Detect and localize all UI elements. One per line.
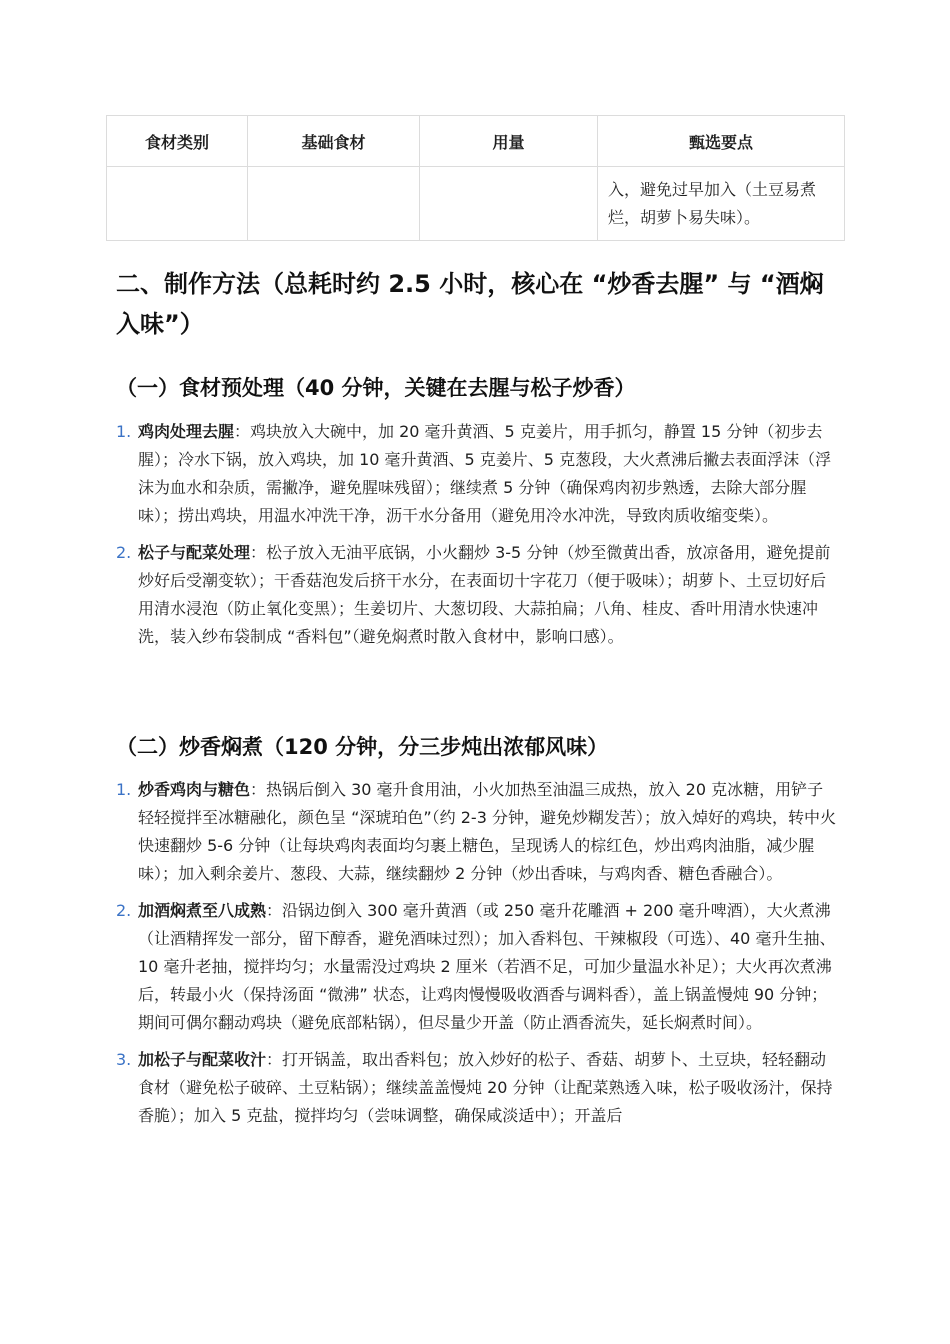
subsection-title-prep: （一）食材预处理（40 分钟，关键在去腥与松子炒香） — [116, 376, 636, 400]
table-header-row — [107, 116, 845, 167]
table-cell — [420, 167, 598, 241]
braise-steps-list — [116, 776, 838, 1130]
table-cell: 入，避免过早加入（土豆易煮烂，胡萝卜易失味）。 — [598, 167, 845, 241]
list-number: 1. — [116, 422, 132, 441]
list-number: 2. — [116, 901, 132, 920]
header-category: 食材类别 — [107, 116, 248, 167]
list-item — [116, 418, 838, 530]
subsection-title-braise: （二）炒香焖煮（120 分钟，分三步炖出浓郁风味） — [116, 735, 609, 759]
table-cell — [248, 167, 420, 241]
step-term: 松子与配菜处理 — [138, 543, 251, 562]
step-term: 加松子与配菜收汁 — [138, 1050, 267, 1069]
table-cell — [107, 167, 248, 241]
header-base-ingredient: 基础食材 — [248, 116, 420, 167]
prep-steps-list — [116, 418, 838, 651]
list-item — [116, 1046, 838, 1130]
list-item — [116, 776, 838, 888]
step-text: ：热锅后倒入 30 毫升食用油，小火加热至油温三成热，放入 20 克冰糖，用铲子轻轻搅拌至冰糖融化，颜色呈 “深琥珀色”（约 2-3 分钟，避免炒糊发苦）；放入焯好的鸡块，转中火快速翻炒 5-6 分钟（让每块鸡肉表面均匀裹上糖色，呈现诱人的棕红色，炒出鸡肉油脂，减少腥味）；加入剩余姜片、葱段、大蒜，继续翻炒 2 分钟（炒出香味，与鸡肉香、糖色香融合）。 — [138, 780, 836, 883]
header-amount: 用量 — [420, 116, 598, 167]
list-number: 1. — [116, 780, 132, 799]
step-text: ：打开锅盖，取出香料包；放入炒好的松子、香菇、胡萝卜、土豆块，轻轻翻动食材（避免松子破碎、土豆粘锅）；继续盖盖慢炖 20 分钟（让配菜熟透入味，松子吸收汤汁，保持香脆）；加入 5 克盐，搅拌均匀（尝味调整，确保咸淡适中）；开盖后 — [138, 1050, 833, 1125]
step-text: ：鸡块放入大碗中，加 20 毫升黄酒、5 克姜片，用手抓匀，静置 15 分钟（初步去腥）；冷水下锅，放入鸡块，加 10 毫升黄酒、5 克姜片、5 克葱段，大火煮沸后撇去表面浮沫（浮沫为血水和杂质，需撇净，避免腥味残留）；继续煮 5 分钟（确保鸡肉初步熟透，去除大部分腥味）；捞出鸡块，用温水冲洗干净，沥干水分备用（避免用冷水冲洗，导致肉质收缩变柴）。 — [138, 422, 832, 525]
list-number: 2. — [116, 543, 132, 562]
list-item — [116, 539, 838, 651]
list-number: 3. — [116, 1050, 132, 1069]
list-item — [116, 897, 838, 1037]
step-term: 加酒焖煮至八成熟 — [138, 901, 267, 920]
table-row — [107, 167, 845, 241]
section-title: 二、制作方法（总耗时约 2.5 小时，核心在 “炒香去腥” 与 “酒焖入味”） — [116, 270, 824, 338]
step-text: ：沿锅边倒入 300 毫升黄酒（或 250 毫升花雕酒 + 200 毫升啤酒），大火煮沸（让酒精挥发一部分，留下醇香，避免酒味过烈）；加入香料包、干辣椒段（可选）、40 毫升生抽、10 毫升老抽，搅拌均匀；水量需没过鸡块 2 厘米（若酒不足，可加少量温水补足）；大火再次煮沸后，转最小火（保持汤面 “微沸” 状态，让鸡肉慢慢吸收酒香与调料香），盖上锅盖慢炖 90 分钟；期间可偶尔翻动鸡块（避免底部粘锅），但尽量少开盖（防止酒香流失，延长焖煮时间）。 — [138, 901, 836, 1032]
step-term: 炒香鸡肉与糖色 — [138, 780, 251, 799]
step-term: 鸡肉处理去腥 — [138, 422, 235, 441]
ingredients-table — [106, 115, 845, 241]
step-text: ：松子放入无油平底锅，小火翻炒 3-5 分钟（炒至微黄出香，放凉备用，避免提前炒好后受潮变软）；干香菇泡发后挤干水分，在表面切十字花刀（便于吸味）；胡萝卜、土豆切好后用清水浸泡（防止氧化变黑）；生姜切片、大葱切段、大蒜拍扁；八角、桂皮、香叶用清水快速冲洗，装入纱布袋制成 “香料包”（避免焖煮时散入食材中，影响口感）。 — [138, 543, 831, 646]
header-selection-tips: 甄选要点 — [598, 116, 845, 167]
